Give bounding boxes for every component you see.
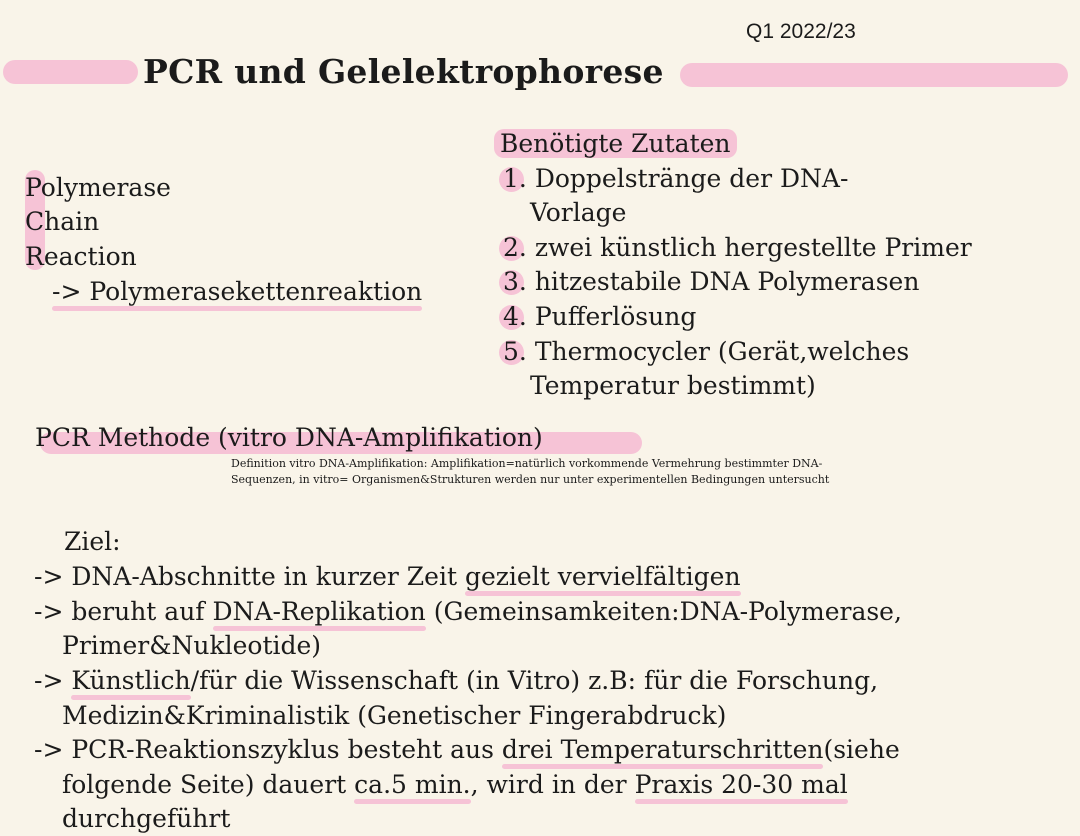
ingredient-text-2: zwei künstlich hergestellte Primer <box>534 233 972 262</box>
goal-bullet-4-highlight: drei Temperaturschritten <box>502 733 824 767</box>
ingredient-item-3 <box>503 265 919 299</box>
ingredient-text-1: Doppelstränge der DNA- <box>534 164 849 193</box>
goal-label: Ziel: <box>64 527 121 556</box>
goal-bullet-4-text-post: (siehe <box>823 735 900 764</box>
goal-bullet-4-cont-text: folgende Seite) dauert <box>62 770 355 799</box>
goal-bullet-4-cont-2: durchgeführt <box>62 804 231 833</box>
term-label: Q1 2022/23 <box>746 20 856 43</box>
goal-bullet-4-duration-highlight: ca.5 min. <box>354 768 470 802</box>
ingredient-number-5: 5. <box>503 335 527 369</box>
ingredient-item-5-cont: Temperatur bestimmt) <box>530 371 816 400</box>
acronym-line-2: Chain <box>25 207 100 236</box>
goal-bullet-1 <box>34 560 741 594</box>
ingredient-item-4 <box>503 300 696 334</box>
goal-bullet-4-cont-mid: , wird in der <box>470 770 635 799</box>
ingredient-text-3: hitzestabile DNA Polymerasen <box>534 267 920 296</box>
goal-bullet-1-highlight: gezielt vervielfältigen <box>465 560 741 594</box>
acronym-line-1: Polymerase <box>25 173 171 202</box>
ingredient-number-1: 1. <box>503 162 527 196</box>
title-highlight-left <box>3 60 138 84</box>
title-highlight-right <box>680 63 1068 87</box>
goal-bullet-3-highlight: Künstlich <box>71 664 190 698</box>
acronym-line-3: Reaction <box>25 242 137 271</box>
ingredient-item-1 <box>503 162 848 196</box>
goal-bullet-3-text-post: /für die Wissenschaft (in Vitro) z.B: für die Forschung, <box>190 666 879 695</box>
ingredient-number-2: 2. <box>503 231 527 265</box>
goal-bullet-4-text: -> PCR-Reaktionszyklus besteht aus <box>34 735 502 764</box>
goal-bullet-2 <box>34 595 902 629</box>
goal-bullet-3-cont: Medizin&Kriminalistik (Genetischer Fingerabdruck) <box>62 701 727 730</box>
goal-bullet-2-text: -> beruht auf <box>34 597 213 626</box>
goal-bullet-3-text: -> <box>34 666 72 695</box>
definition-line-2: Sequenzen, in vitro= Organismen&Strukturen werden nur unter experimentellen Bedingungen untersucht <box>231 473 830 486</box>
goal-bullet-2-text-post: (Gemeinsamkeiten:DNA-Polymerase, <box>425 597 902 626</box>
goal-bullet-1-text: -> DNA-Abschnitte in kurzer Zeit <box>34 562 465 591</box>
acronym-translation <box>52 275 422 309</box>
goal-bullet-4-practice-highlight: Praxis 20-30 mal <box>635 768 848 802</box>
ingredient-item-5 <box>503 335 909 369</box>
goal-bullet-4-cont-1 <box>62 768 848 802</box>
ingredient-number-4: 4. <box>503 300 527 334</box>
goal-bullet-4 <box>34 733 900 767</box>
ingredient-text-4: Pufferlösung <box>534 302 697 331</box>
ingredients-heading-text: Benötigte Zutaten <box>494 129 737 158</box>
page-title: PCR und Gelelektrophorese <box>143 52 664 91</box>
method-heading: PCR Methode (vitro DNA-Amplifikation) <box>35 423 543 452</box>
goal-bullet-2-cont: Primer&Nukleotide) <box>62 631 322 660</box>
ingredient-text-5: Thermocycler (Gerät,welches <box>534 337 910 366</box>
acronym-translation-text: -> Polymerasekettenreaktion <box>52 275 422 309</box>
ingredients-heading <box>500 127 737 161</box>
ingredient-item-2 <box>503 231 972 265</box>
definition-line-1: Definition vitro DNA-Amplifikation: Amplifikation=natürlich vorkommende Vermehrung bestimmter DNA- <box>231 457 823 470</box>
goal-bullet-2-highlight: DNA-Replikation <box>213 595 426 629</box>
ingredient-number-3: 3. <box>503 265 527 299</box>
ingredient-item-1-cont: Vorlage <box>530 198 627 227</box>
goal-bullet-3 <box>34 664 878 698</box>
